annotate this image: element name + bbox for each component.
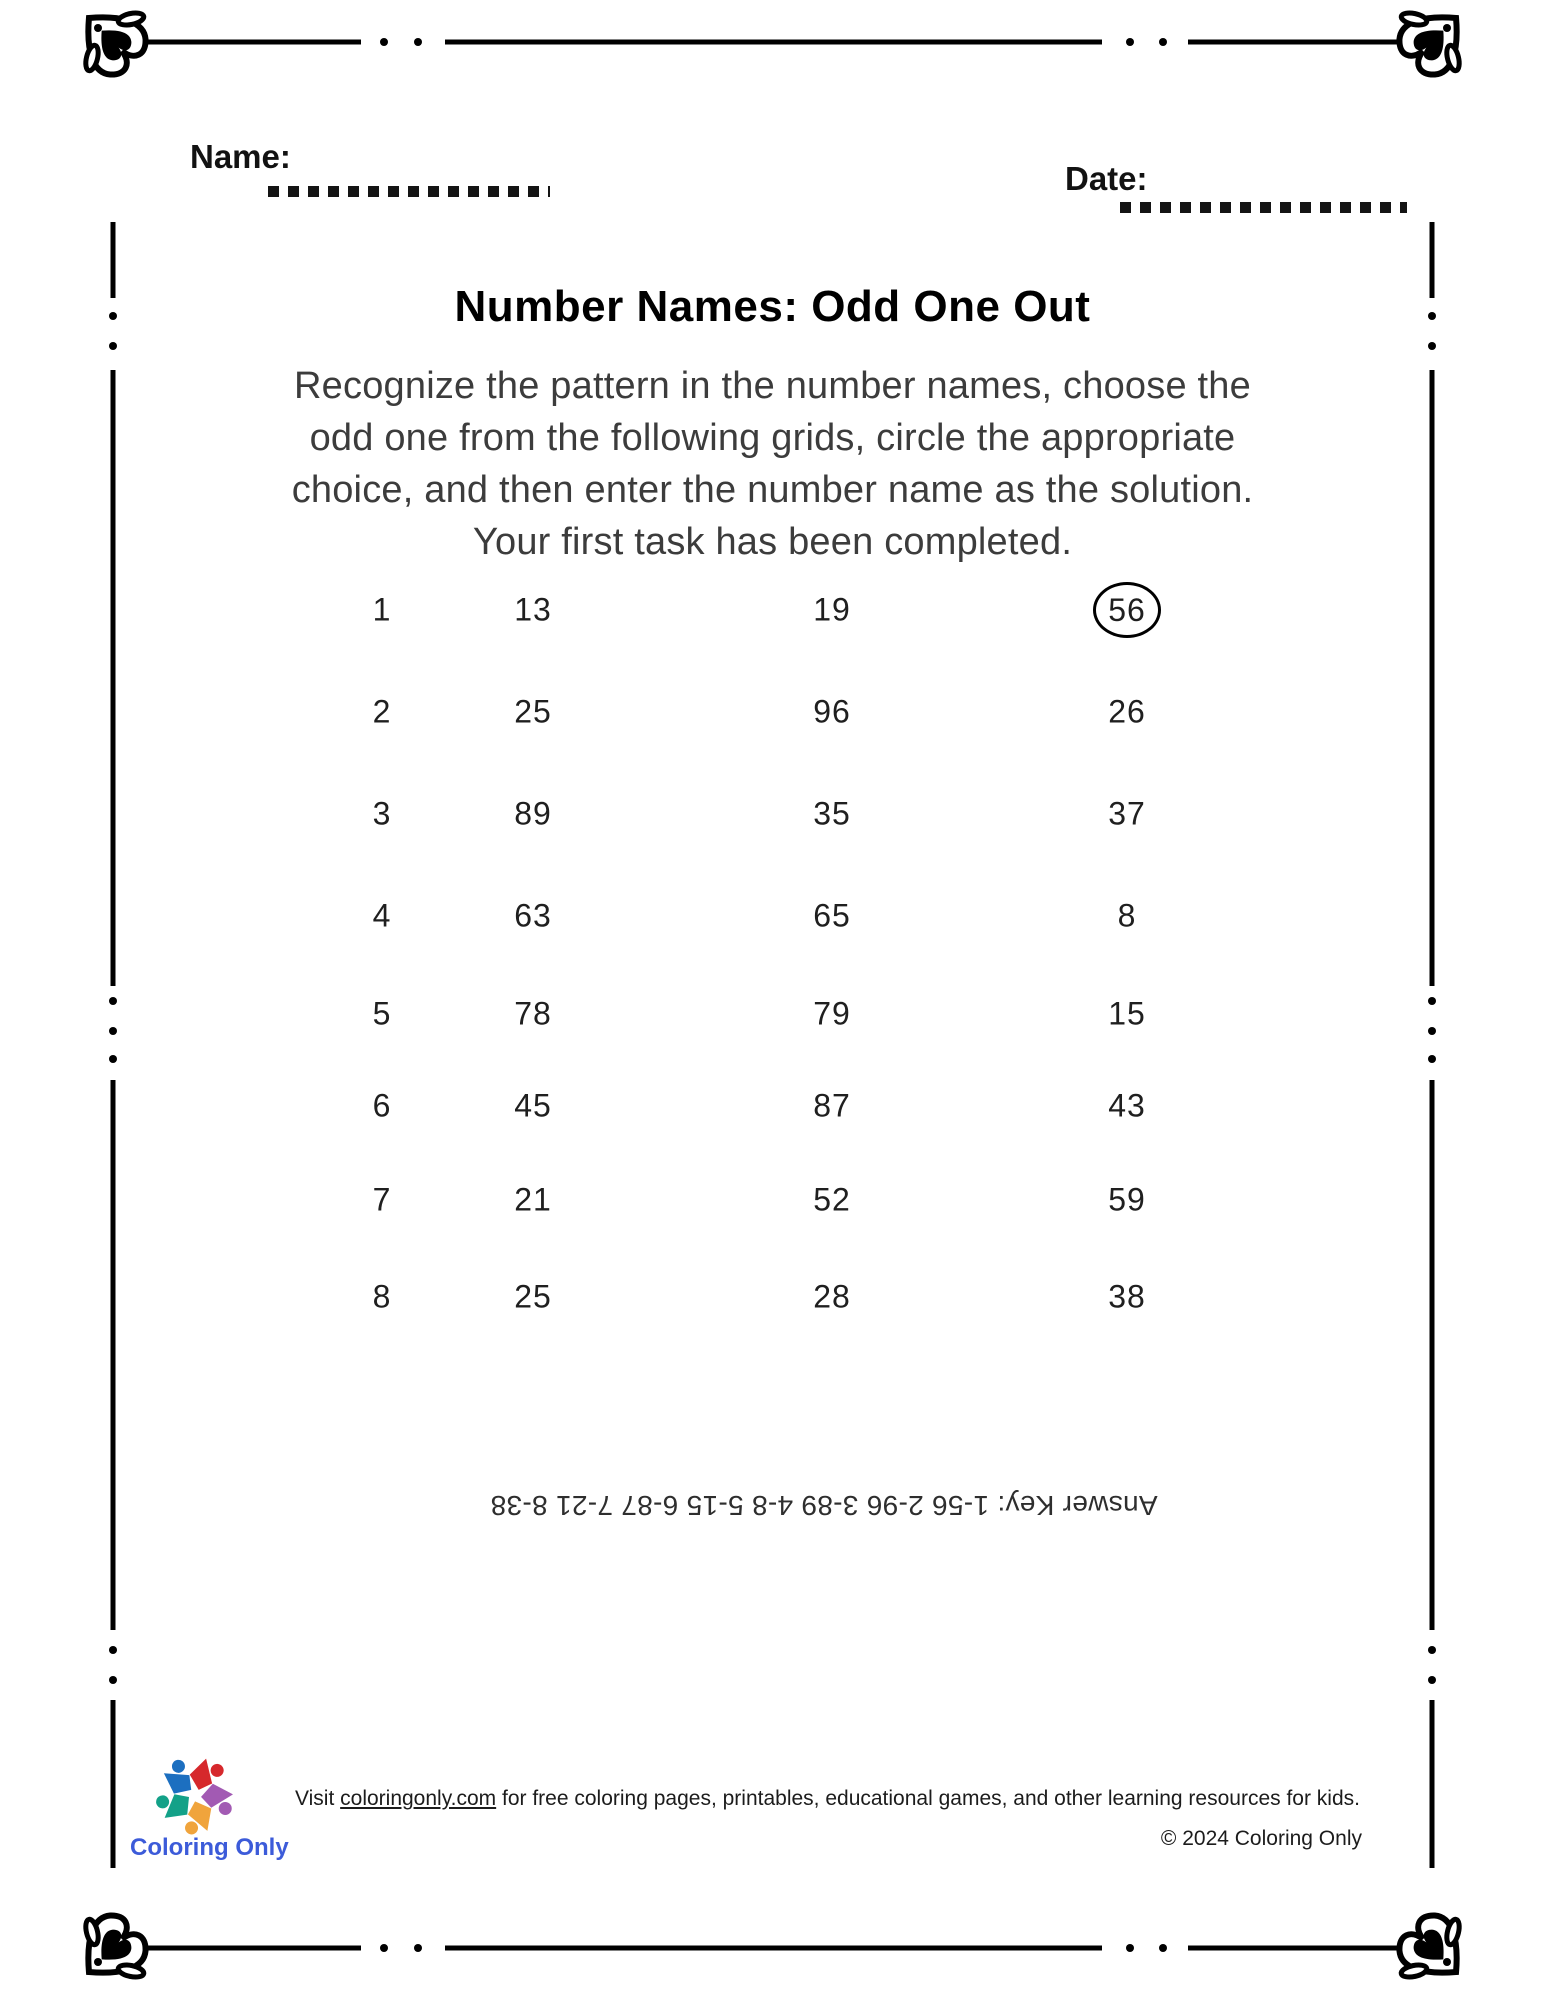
heart-doodle-icon bbox=[1392, 1908, 1477, 1993]
option-cell[interactable]: 43 bbox=[1108, 1087, 1146, 1124]
option-cell[interactable]: 63 bbox=[514, 897, 552, 934]
row-number: 3 bbox=[372, 795, 392, 832]
date-label: Date: bbox=[1065, 160, 1148, 197]
option-cell[interactable]: 96 bbox=[813, 693, 851, 730]
option-cell[interactable]: 59 bbox=[1108, 1181, 1146, 1218]
option-cell[interactable]: 35 bbox=[813, 795, 851, 832]
instruction-line: odd one from the following grids, circle the appropriate bbox=[309, 417, 1236, 459]
circled-option[interactable]: 56 bbox=[1093, 582, 1161, 638]
option-cell[interactable]: 15 bbox=[1108, 995, 1146, 1032]
instruction-line: Your first task has been completed. bbox=[472, 521, 1073, 563]
row-number: 8 bbox=[372, 1278, 392, 1315]
option-cell[interactable]: 78 bbox=[514, 995, 552, 1032]
option-cell[interactable]: 65 bbox=[813, 897, 851, 934]
option-cell[interactable]: 26 bbox=[1108, 693, 1146, 730]
option-cell[interactable]: 25 bbox=[514, 1278, 552, 1315]
option-cell[interactable]: 38 bbox=[1108, 1278, 1146, 1315]
option-cell[interactable]: 19 bbox=[813, 591, 851, 628]
option-cell[interactable]: 87 bbox=[813, 1087, 851, 1124]
option-cell[interactable]: 13 bbox=[514, 591, 552, 628]
row-number: 6 bbox=[372, 1087, 392, 1124]
option-cell[interactable]: 89 bbox=[514, 795, 552, 832]
option-cell[interactable]: 52 bbox=[813, 1181, 851, 1218]
footer-visit-text bbox=[295, 1787, 1360, 1811]
page-title: Number Names: Odd One Out bbox=[454, 282, 1091, 331]
visit-prefix: Visit bbox=[295, 1787, 341, 1810]
name-label: Name: bbox=[190, 138, 291, 175]
heart-doodle-icon bbox=[68, 1908, 153, 1993]
instruction-line: Recognize the pattern in the number names, choose the bbox=[294, 365, 1251, 407]
row-number: 2 bbox=[372, 693, 392, 730]
answer-key: Answer Key: 1-56 2-96 3-89 4-8 5-15 6-87 7-21 8-38 bbox=[490, 1490, 1158, 1521]
visit-suffix: for free coloring pages, printables, educational games, and other learning resources for kids. bbox=[496, 1787, 1360, 1810]
copyright-text: © 2024 Coloring Only bbox=[1160, 1827, 1362, 1850]
option-cell[interactable]: 8 bbox=[1117, 897, 1137, 934]
row-number: 5 bbox=[372, 995, 392, 1032]
option-cell[interactable]: 28 bbox=[813, 1278, 851, 1315]
logo-text: Coloring Only bbox=[130, 1834, 289, 1861]
coloringonly-link[interactable]: coloringonly.com bbox=[340, 1787, 497, 1810]
row-number: 1 bbox=[372, 591, 392, 628]
instruction-line: choice, and then enter the number name as the solution. bbox=[291, 469, 1254, 511]
row-number: 4 bbox=[372, 897, 392, 934]
row-number: 7 bbox=[372, 1181, 392, 1218]
option-cell[interactable]: 79 bbox=[813, 995, 851, 1032]
option-cell[interactable]: 45 bbox=[514, 1087, 552, 1124]
option-cell[interactable]: 21 bbox=[514, 1181, 552, 1218]
coloring-only-logo-icon bbox=[137, 1745, 253, 1845]
option-cell[interactable]: 37 bbox=[1108, 795, 1146, 832]
option-cell[interactable]: 25 bbox=[514, 693, 552, 730]
